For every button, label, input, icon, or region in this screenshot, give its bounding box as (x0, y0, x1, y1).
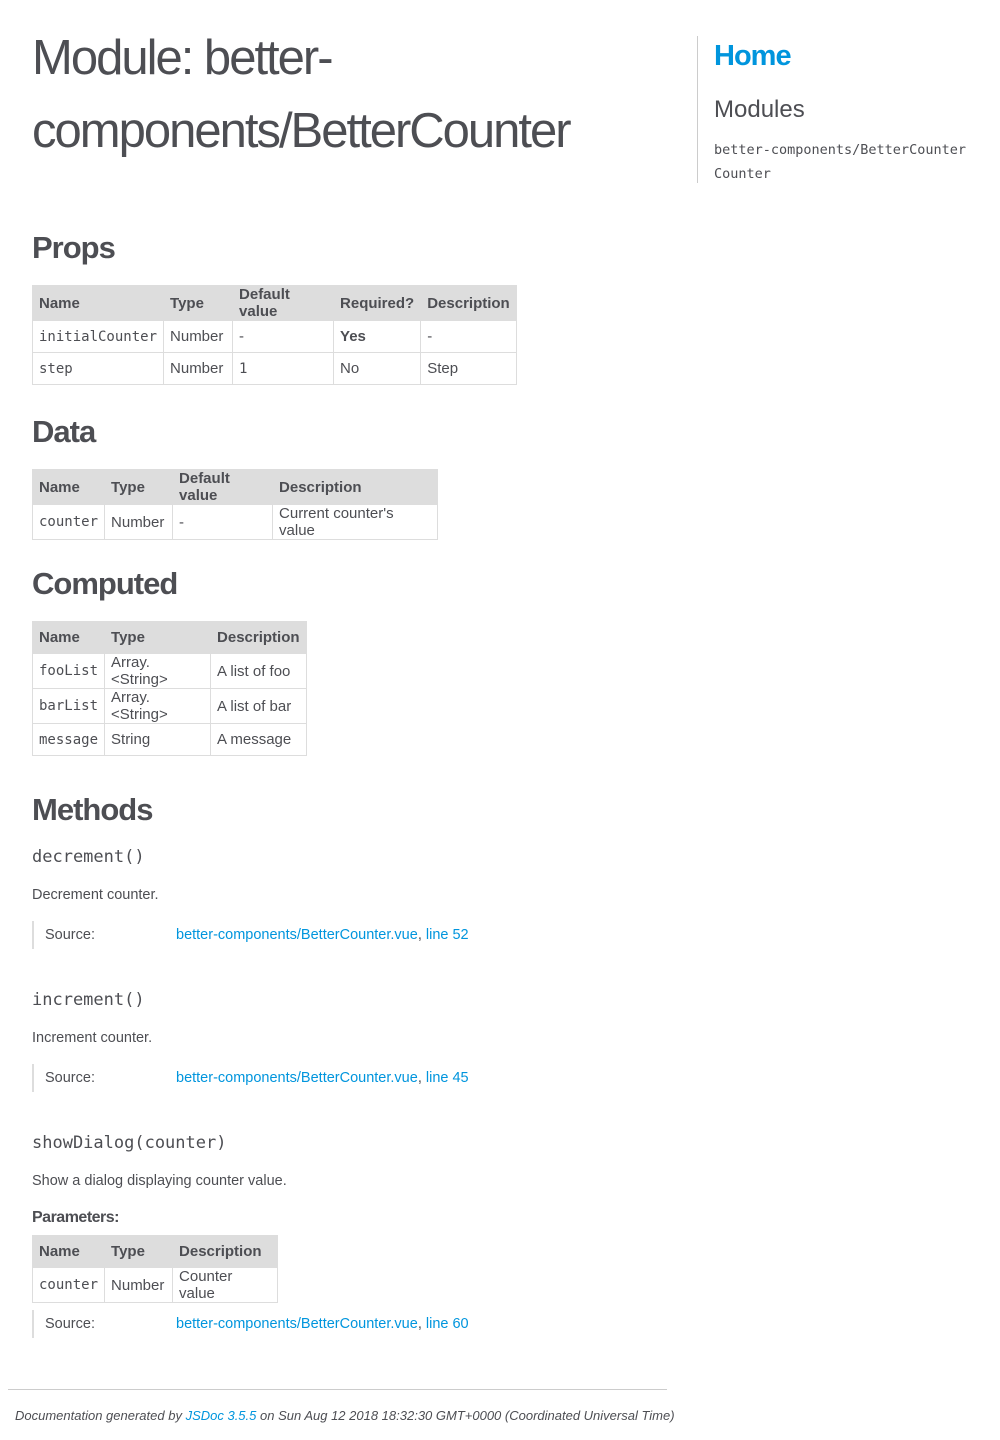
source-line-link[interactable]: line 52 (425, 927, 469, 943)
computed-description: A list of foo (211, 654, 307, 689)
sidebar-nav (697, 36, 988, 183)
prop-description: Step (421, 353, 517, 385)
method-signature-decrement: decrement() (32, 847, 145, 867)
table-row (33, 654, 307, 689)
source-file-link[interactable]: better-components/BetterCounter.vue (176, 927, 418, 943)
parameters-table (32, 1235, 278, 1303)
source-label: Source: (45, 1316, 95, 1332)
table-row (33, 321, 517, 353)
method-source (32, 1310, 634, 1338)
computed-type: Array.<String> (105, 689, 211, 724)
prop-required: Yes (334, 321, 421, 353)
data-table (32, 469, 438, 540)
column-header: Name (33, 1236, 105, 1268)
data-description-cell: Current counter's value (273, 505, 438, 540)
data-default-cell: - (173, 505, 273, 540)
column-header: Description (273, 470, 438, 505)
source-separator: , (417, 1070, 426, 1086)
module-link-counter[interactable]: Counter (714, 166, 771, 182)
source-line-link[interactable]: line 60 (425, 1316, 469, 1332)
method-description: Increment counter. (32, 1030, 153, 1046)
table-row (33, 1268, 278, 1303)
param-type: Number (105, 1268, 173, 1303)
computed-table (32, 621, 307, 756)
table-row (33, 353, 517, 385)
module-link-bettercounter[interactable]: better-components/BetterCounter (714, 142, 966, 158)
prop-name: step (33, 353, 164, 385)
data-name-cell: counter (33, 505, 105, 540)
column-header: Default value (233, 286, 334, 321)
method-source (32, 921, 634, 949)
method-signature-showdialog: showDialog(counter) (32, 1133, 227, 1153)
props-heading: Props (32, 230, 115, 265)
modules-list (714, 138, 966, 186)
prop-name: initialCounter (33, 321, 164, 353)
computed-name: message (33, 724, 105, 756)
method-description: Show a dialog displaying counter value. (32, 1173, 287, 1189)
source-separator: , (417, 1316, 426, 1332)
prop-default: - (233, 321, 334, 353)
footer-text (15, 1408, 675, 1423)
data-heading: Data (32, 414, 96, 449)
parameters-heading: Parameters: (32, 1209, 119, 1226)
methods-heading: Methods (32, 792, 153, 827)
data-type-cell: Number (105, 505, 173, 540)
modules-heading: Modules (714, 96, 805, 123)
column-header: Description (173, 1236, 278, 1268)
prop-required: No (334, 353, 421, 385)
source-value (176, 1316, 469, 1332)
table-row (33, 505, 438, 540)
table-header-row (33, 622, 307, 654)
method-signature-increment: increment() (32, 990, 145, 1010)
props-table (32, 285, 517, 385)
computed-type: String (105, 724, 211, 756)
column-header: Type (105, 1236, 173, 1268)
computed-type: Array.<String> (105, 654, 211, 689)
table-row (33, 689, 307, 724)
footer-suffix: on Sun Aug 12 2018 18:32:30 GMT+0000 (Coordinated Universal Time) (256, 1408, 675, 1423)
footer-prefix: Documentation generated by (15, 1408, 186, 1423)
computed-name: barList (33, 689, 105, 724)
table-row (33, 724, 307, 756)
source-file-link[interactable]: better-components/BetterCounter.vue (176, 1070, 418, 1086)
column-header: Type (164, 286, 233, 321)
table-header-row (33, 286, 517, 321)
computed-description: A message (211, 724, 307, 756)
method-description: Decrement counter. (32, 887, 159, 903)
prop-type: Number (164, 353, 233, 385)
computed-name: fooList (33, 654, 105, 689)
table-header-row (33, 1236, 278, 1268)
source-label: Source: (45, 1070, 95, 1086)
prop-default: 1 (233, 353, 334, 385)
column-header: Required? (334, 286, 421, 321)
source-separator: , (417, 927, 426, 943)
param-description: Counter value (173, 1268, 278, 1303)
table-header-row (33, 470, 438, 505)
column-header: Type (105, 470, 173, 505)
footer (8, 1389, 675, 1423)
computed-description: A list of bar (211, 689, 307, 724)
column-header: Name (33, 622, 105, 654)
jsdoc-link[interactable]: JSDoc 3.5.5 (185, 1408, 257, 1423)
source-value (176, 927, 469, 943)
home-link[interactable]: Home (714, 40, 791, 72)
column-header: Name (33, 470, 105, 505)
source-file-link[interactable]: better-components/BetterCounter.vue (176, 1316, 418, 1332)
source-line-link[interactable]: line 45 (425, 1070, 469, 1086)
source-value (176, 1070, 469, 1086)
column-header: Description (211, 622, 307, 654)
column-header: Default value (173, 470, 273, 505)
column-header: Type (105, 622, 211, 654)
prop-description: - (421, 321, 517, 353)
method-source (32, 1064, 634, 1092)
source-label: Source: (45, 927, 95, 943)
computed-heading: Computed (32, 566, 178, 601)
page-title: Module: better-components/BetterCounter (32, 31, 570, 158)
column-header: Name (33, 286, 164, 321)
param-name: counter (33, 1268, 105, 1303)
prop-type: Number (164, 321, 233, 353)
column-header: Description (421, 286, 517, 321)
